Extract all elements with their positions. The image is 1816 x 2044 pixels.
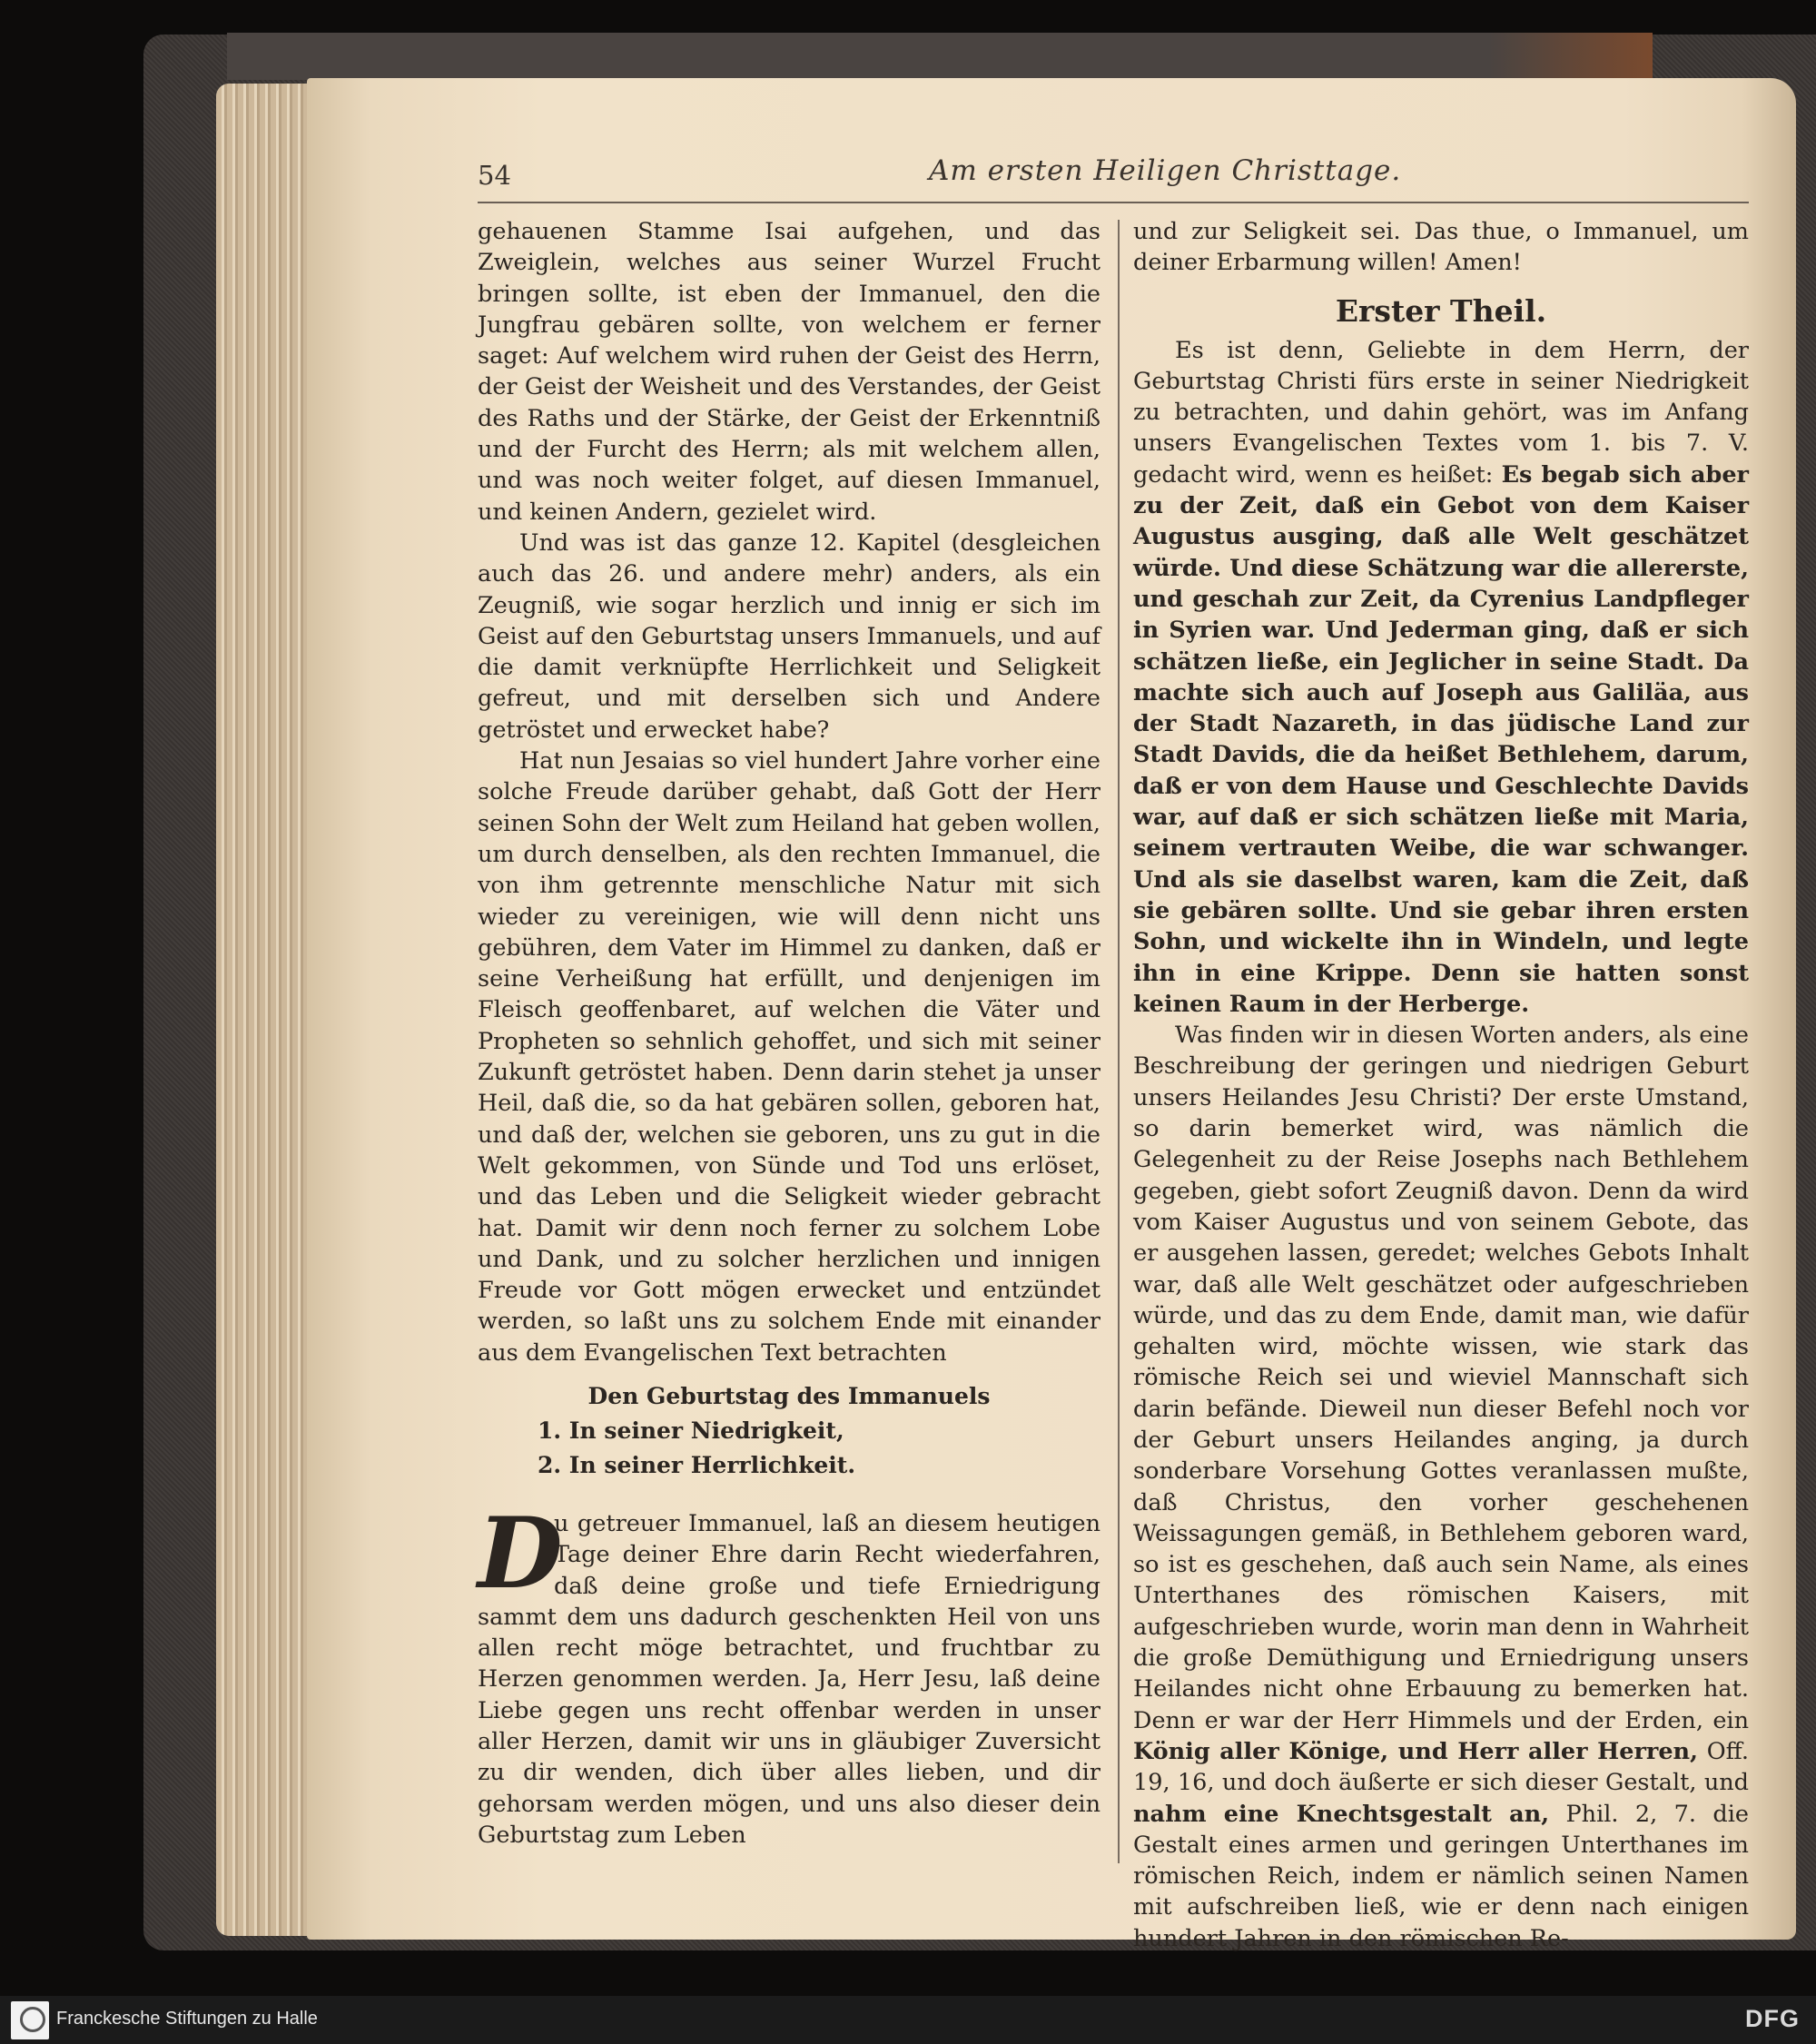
book-cover-top-edge xyxy=(227,33,1643,80)
prayer-paragraph xyxy=(478,1496,1100,1851)
bold-phrase-king: König aller Könige, und Herr aller Herren, xyxy=(1133,1737,1698,1765)
prayer-text: u getreuer Immanuel, laß an diesem heutigen Tage deiner Ehre darin Recht wiederfahren, daß deine große und tiefe Erniedrigung sammt dem uns dadurch geschenkten Heil von uns allen recht möge betrachtet, und fruchtbar zu Herzen genommen werden. Ja, Herr Jesu, laß deine Liebe gegen uns recht offenbar werden in unser aller Herzen, damit wir uns in gläubiger Zuversicht zu dir wenden, dich über alles lieben, und dir gehorsam werden mögen, und uns also dieser dein Geburtstag zum Leben xyxy=(478,1509,1100,1849)
section-heading: Erster Theil. xyxy=(1335,292,1547,329)
book-page xyxy=(307,78,1796,1952)
sermon-divisions xyxy=(478,1379,1100,1483)
body-text-3: Phil. 2, 7. die Gestalt eines armen und geringen Unterthanes im römischen Reich, indem er nämlich seinen Namen mit aufschreiben ließ, wie er denn nach einigen hundert Jahren in den römischen Re- xyxy=(1133,1800,1750,1952)
right-column xyxy=(1133,216,1749,1954)
page-number: 54 xyxy=(478,160,511,191)
viewer-footer-bar xyxy=(0,1996,1816,2044)
body-text-1: Was finden wir in diesen Worten anders, als eine Beschreibung der geringen und niedrigen Geburt unsers Heilandes Jesu Christi? Der erste Umstand, so darin bemerket wird, was nämlich die Gelegenheit zu der Reise Josephs nach Bethlehem gegeben, giebt sofort Zeugniß davon. Denn da wird vom Kaiser Augustus und von seinem Gebote, das er ausgehen lassen, geredet; welches Gebots Inhalt war, daß alle Welt geschätzet oder aufgeschrieben würde, und das zu dem Ende, damit man, wie dafür gehalten wird, möchte wissen, wie stark das römische Reich sei und wieviel Mannschaft sich darin befände. Dieweil nun dieser Befehl noch vor der Geburt unsers Heilandes anging, ja durch sonderbare Vorsehung Gottes veranlassen mußte, daß Christus, den vorher geschehenen Weissagungen gemäß, in Bethlehem geboren ward, so ist es geschehen, daß auch sein Name, als eines Unterthanes des römischen Kaisers, mit aufgeschrieben wurde, worin man denn in Wahrheit die große Demüthigung und Erniedrigung unsers Heilandes nicht ohne Erbauung zu bemerken hat. Denn er war der Herr Himmels und der Erden, ein xyxy=(1133,1022,1749,1734)
dfg-logo[interactable]: DFG xyxy=(1745,2005,1800,2032)
page-edges xyxy=(216,84,318,1936)
left-paragraph-2: Und was ist das ganze 12. Kapitel (desgleichen auch das 26. und andere mehr) anders, als ein Zeugniß, wie sogar herzlich und innig er sich im Geist auf den Geburtstag unsers Immanuels, und auf die damit verknüpfte Herrlichkeit und Seligkeit gefreut, und mit derselben sich und Andere getröstet und erwecket habe? xyxy=(478,528,1100,744)
drop-cap-initial: D xyxy=(478,1496,563,1611)
division-item-2: 2. In seiner Herrlichkeit. xyxy=(538,1451,856,1478)
left-paragraph-3: Hat nun Jesaias so viel hundert Jahre vorher eine solche Freude darüber gehabt, daß Gott der Herr seinen Sohn der Welt zum Heiland hat geben wollen, um durch denselben, als den rechten Immanuel, die von ihm getrennte menschliche Natur mit sich wieder zu vereinigen, wie will denn nicht uns gebühren, dem Vater im Himmel zu danken, daß er seine Verheißung hat erfüllt, und denjenigen im Fleisch geoffenbaret, auf welchen die Väter und Propheten so sehnlich gehoffet, und sich mit seiner Zukunft getröstet haben. Denn darin stehet ja unser Heil, daß die, so da hat gebären sollen, geboren hat, und daß der, welchen sie geboren, uns zu gut in die Welt gekommen, von Sünde und Tod uns erlöset, und das Leben und die Seligkeit wieder gebracht hat. Damit wir denn noch ferner zu solchem Lobe und Dank, und zu solcher herzlichen und innigen Freude vor Gott mögen erwecket und entzündet werden, so laßt uns zu solchem Ende mit einander aus dem Evangelischen Text betrachten xyxy=(478,747,1100,1367)
body-text-2: Off. 19, 16, und doch äußerte er sich dieser Gestalt, und xyxy=(1133,1737,1749,1797)
bold-phrase-servant: nahm eine Knechtsgestalt an, xyxy=(1133,1800,1550,1828)
institution-name[interactable]: Franckesche Stiftungen zu Halle xyxy=(56,2009,318,2029)
running-title: Am ersten Heiligen Christtage. xyxy=(929,154,1402,187)
left-paragraph-1: gehauenen Stamme Isai aufgehen, und das Zweiglein, welches aus seiner Wurzel Frucht bringen sollte, ist eben der Immanuel, den die Jungfrau gebären sollte, von welchem er ferner saget: Auf welchem wird ruhen der Geist des Herrn, der Geist der Weisheit und des Verstandes, der Geist des Raths und der Stärke, der Geist der Erkenntniß und der Furcht des Herrn; als mit welchem allen, und was noch weiter folget, auf diesen Immanuel, und keinen Andern, gezielet wird. xyxy=(478,218,1100,526)
left-column xyxy=(478,216,1100,1851)
column-divider xyxy=(1118,220,1120,1863)
franckesche-stiftungen-logo-icon[interactable] xyxy=(11,2001,49,2039)
header-rule xyxy=(478,202,1749,203)
division-title: Den Geburtstag des Immanuels xyxy=(587,1382,991,1409)
division-item-1: 1. In seiner Niedrigkeit, xyxy=(538,1417,844,1444)
intro-text: Es ist denn, Geliebte in dem Herrn, der Geburtstag Christi fürs erste in seiner Niedrigkeit zu betrachten, und dahin gehört, was im Anfang unsers Evangelischen Textes vom 1. bis 7. V. gedacht wird, wenn es heißet: xyxy=(1133,336,1749,489)
prayer-continued: und zur Seligkeit sei. Das thue, o Immanuel, um deiner Erbarmung willen! Amen! xyxy=(1133,218,1749,277)
exposition-paragraph xyxy=(1133,1020,1749,1954)
gospel-quote: Es begab sich aber zu der Zeit, daß ein Gebot von dem Kaiser Augustus ausging, daß alle Welt geschätzet würde. Und diese Schätzung war die allererste, und geschah zur Zeit, da Cyrenius Landpfleger in Syrien war. Und Jederman ging, daß er sich schätzen ließe, ein Jeglicher in seine Stadt. Da machte sich auch auf Joseph aus Galiläa, aus der Stadt Nazareth, in das jüdische Land zur Stadt Davids, die da heißet Bethlehem, darum, daß er von dem Hause und Geschlechte Davids war, auf daß er sich schätzen ließe mit Maria, seinem vertrauten Weibe, die war schwanger. Und als sie daselbst waren, kam die Zeit, daß sie gebären sollte. Und sie gebar ihren ersten Sohn, und wickelte ihn in Windeln, und legte ihn in eine Krippe. Denn sie hatten sonst keinen Raum in der Herberge. xyxy=(1133,460,1749,1018)
section-intro xyxy=(1133,335,1749,1021)
